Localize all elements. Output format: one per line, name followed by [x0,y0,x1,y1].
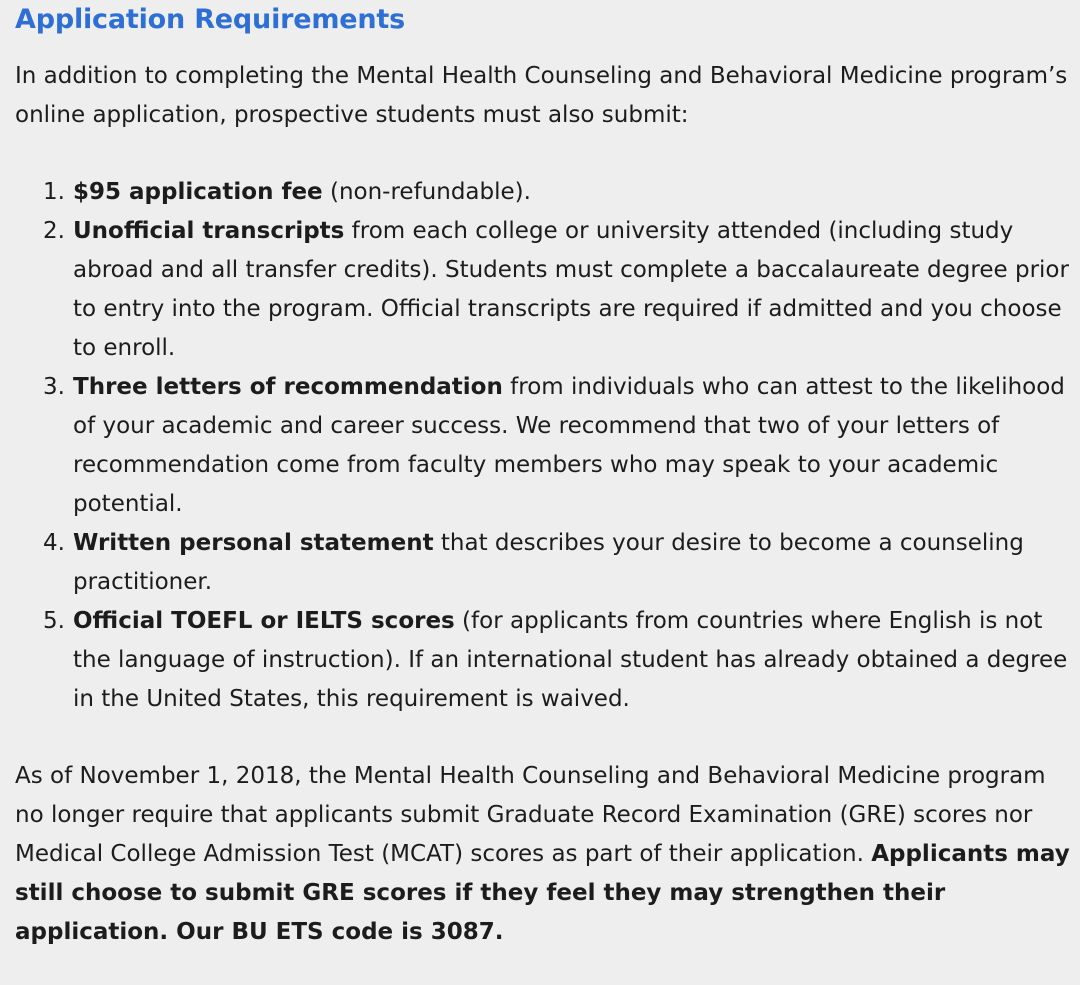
list-item-number: 3. [43,374,65,400]
list-item [15,368,1073,524]
list-item-title: Official TOEFL or IELTS scores [73,608,455,634]
list-item-text: from individuals who can attest to the likelihood of your academic and career success. We recommend that two of your letters of recommendation come from faculty members who may speak to your academic potential. [73,374,1065,517]
list-item-title: Written personal statement [73,530,434,556]
closing-text: As of November 1, 2018, the Mental Health Counseling and Behavioral Medicine program no longer require that applicants submit Graduate Record Examination (GRE) scores nor Medical College Admission Test (MCAT) scores as part of their application. [15,763,1046,867]
list-item [15,602,1073,719]
list-item-text: from each college or university attended (including study abroad and all transfer credits). Students must complete a baccalaureate degree prior to entry into the program. Official transcripts are required if admitted and you choose to enroll. [73,218,1069,361]
list-item-title: Unofficial transcripts [73,218,345,244]
closing-paragraph [15,757,1070,952]
list-item [15,212,1073,368]
requirements-list [15,173,1080,719]
list-item-number: 2. [43,218,65,244]
list-item-text: (for applicants from countries where English is not the language of instruction). If an international student has already obtained a degree in the United States, this requirement is waived. [73,608,1068,712]
list-item-text: that describes your desire to become a counseling practitioner. [73,530,1024,595]
list-item-text: (non-refundable). [322,179,531,205]
intro-paragraph: In addition to completing the Mental Health Counseling and Behavioral Medicine program’s online application, prospective students must also submit: [15,63,1068,128]
list-item-number: 5. [43,608,65,634]
page-title: Application Requirements [15,4,405,35]
closing-bold-text: Applicants may still choose to submit GRE scores if they feel they may strengthen their application. Our BU ETS code is 3087. [15,841,1070,945]
list-item-title: $95 application fee [73,179,323,205]
list-item-title: Three letters of recommendation [73,374,503,400]
list-item [15,173,1073,212]
list-item [15,524,1073,602]
list-item-number: 4. [43,530,65,556]
list-item-number: 1. [43,179,65,205]
